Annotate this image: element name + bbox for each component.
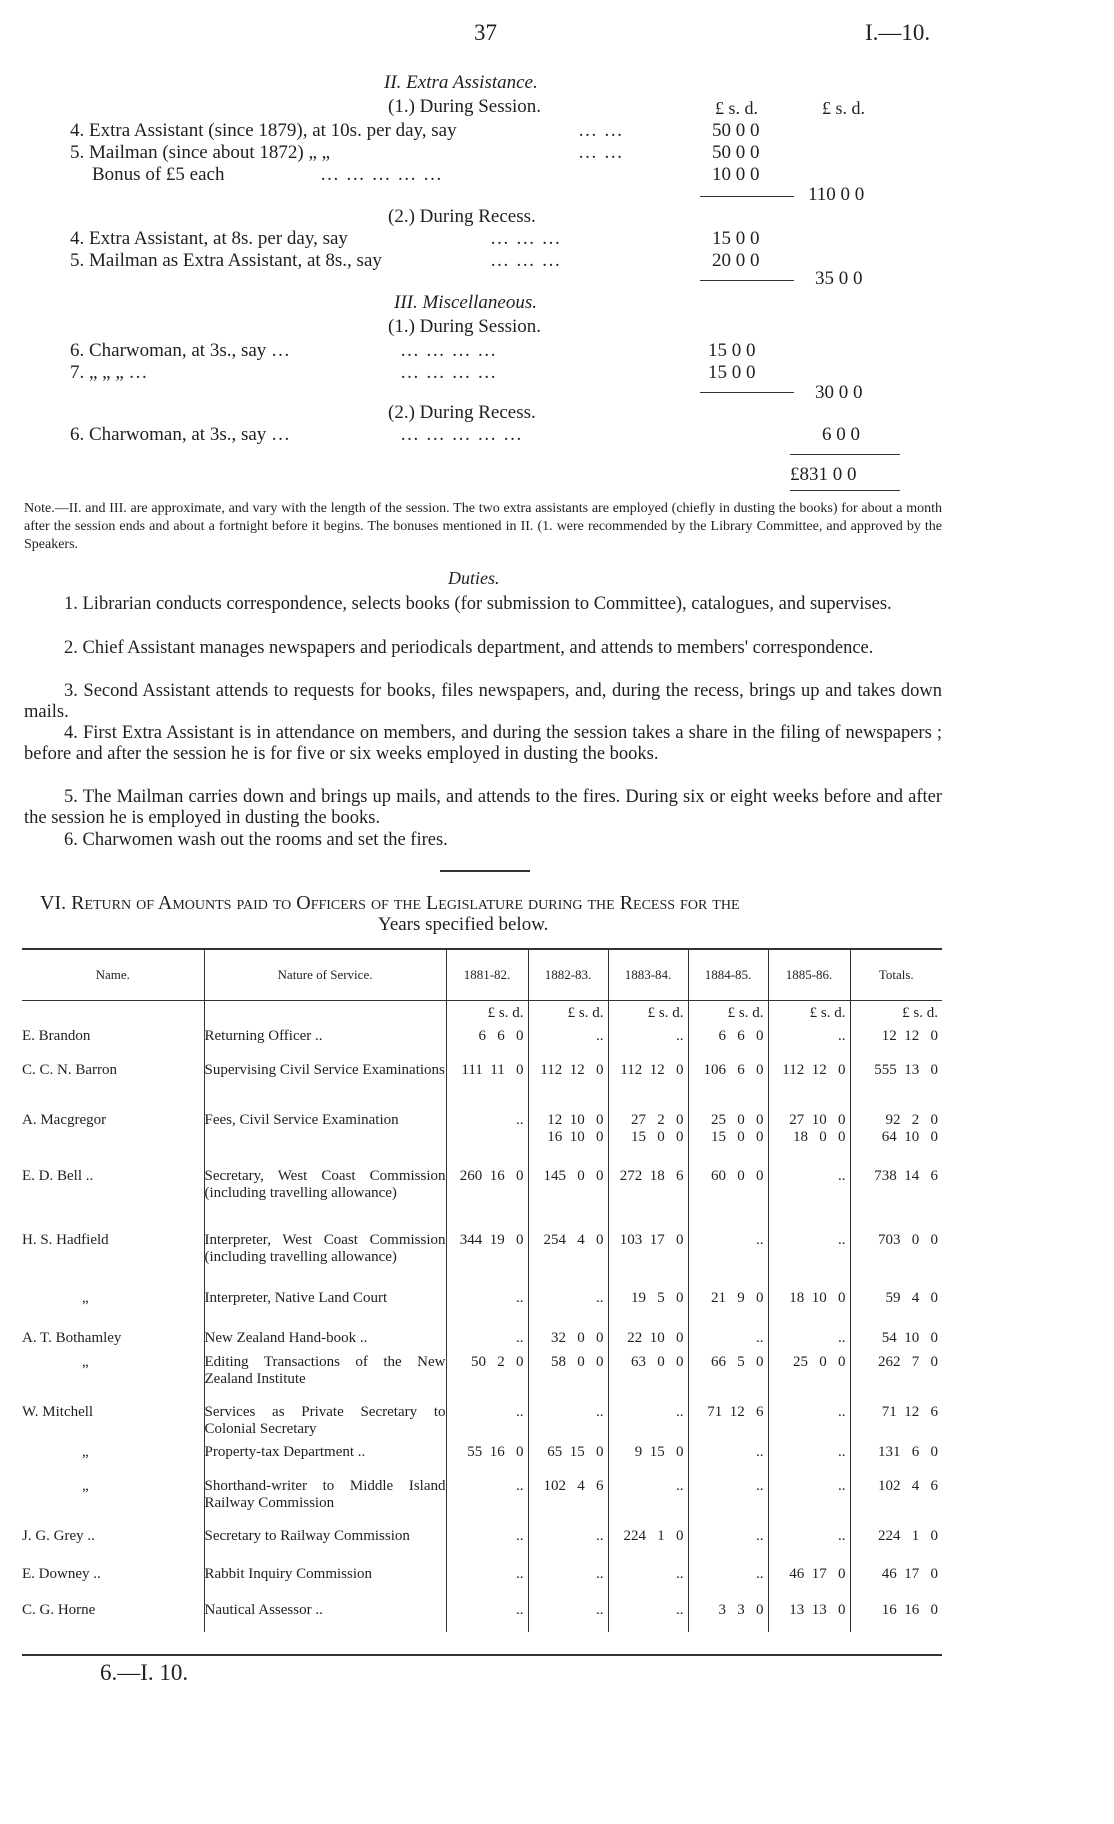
extra-row-label: Bonus of £5 each [92,164,225,185]
officer-name: A. T. Bothamley [22,1330,122,1346]
year-amount: .. [756,1444,764,1460]
year-amount: .. [756,1330,764,1346]
officer-name: H. S. Hadfield [22,1232,109,1248]
year-amount: 27 10 0 18 0 0 [789,1112,846,1145]
subtotal-rule [700,392,794,393]
table-row [22,1226,942,1284]
year-amount: .. [596,1028,604,1044]
extra-row-label: 5. Mailman as Extra Assistant, at 8s., say [70,250,382,271]
year-amount: .. [838,1168,846,1184]
table-row [22,1348,942,1398]
year-amount: 12 10 0 16 10 0 [547,1112,604,1145]
extra-row-amount: 20 0 0 [712,250,760,271]
total-amount: 54 10 0 [881,1330,938,1346]
table-row [22,1022,942,1056]
year-amount: 103 17 0 [619,1232,684,1248]
total-amount: 16 16 0 [881,1602,938,1618]
year-amount: 106 6 0 [703,1062,764,1078]
year-amount: 9 15 0 [634,1444,684,1460]
officer-name: J. G. Grey .. [22,1528,95,1544]
total-amount: 71 12 6 [881,1404,938,1420]
misc-row-label: 6. Charwoman, at 3s., say … [70,424,291,445]
duties-title: Duties. [448,568,500,588]
year-amount: 102 4 6 [543,1478,604,1494]
extra-row-label: 4. Extra Assistant, at 8s. per day, say [70,228,348,249]
year-amount: 63 0 0 [631,1354,684,1370]
extra-row-amount: 10 0 0 [712,164,760,185]
table-row [22,1162,942,1226]
extra-row-amount: 50 0 0 [712,142,760,163]
extra-recess-heading: (2.) During Recess. [388,206,536,227]
year-amount: 18 10 0 [789,1290,846,1306]
year-amount: .. [516,1112,524,1128]
officer-name: „ [82,1290,89,1306]
service-description: Returning Officer .. [204,1028,323,1044]
officer-name: E. Brandon [22,1028,91,1044]
table-header-row [22,949,942,1001]
duty-item: 2. Chief Assistant manages newspapers and periodicals department, and attends to members' correspondence. [64,638,874,658]
officer-name: „ [82,1354,89,1370]
column-header: 1882-83. [528,949,608,1001]
table-row [22,1596,942,1632]
year-amount: 50 2 0 [471,1354,524,1370]
duty-item: 4. First Extra Assistant is in attendance on members, and during the session takes a share in the filing of newspapers ; before and after the session he is for five or six weeks employed in dusting the books. [24,723,942,764]
total-amount: 131 6 0 [878,1444,938,1460]
extra-row-label: 4. Extra Assistant (since 1879), at 10s. per day, say [70,120,457,141]
year-amount: 260 16 0 [459,1168,524,1184]
year-amount: .. [838,1528,846,1544]
year-amount: 25 0 0 [793,1354,846,1370]
total-double-rule [790,490,900,491]
year-amount: .. [516,1478,524,1494]
service-description: Editing Transactions of the New Zealand Institute [204,1354,446,1387]
lsd-label: £ s. d. [567,1005,604,1021]
year-amount: .. [676,1028,684,1044]
year-amount: 32 0 0 [551,1330,604,1346]
footer-signature: 6.—I. 10. [100,1660,189,1685]
year-amount: .. [516,1566,524,1582]
total-amount: 738 14 6 [874,1168,938,1184]
column-header: 1883-84. [608,949,688,1001]
lsd-label: £ s. d. [727,1005,764,1021]
service-description: Secretary to Railway Commission [204,1528,410,1544]
service-description: Interpreter, Native Land Court [204,1290,388,1306]
service-description: Interpreter, West Coast Commission (including travelling allowance) [204,1232,446,1265]
extra-row-dots: … … [578,142,624,163]
total-amount: 59 4 0 [885,1290,938,1306]
year-amount: .. [596,1528,604,1544]
page-number: 37 [474,20,497,45]
table-row [22,1056,942,1106]
service-description: Fees, Civil Service Examination [204,1112,399,1128]
grand-total: £831 0 0 [790,464,857,485]
total-amount: 262 7 0 [878,1354,938,1370]
year-amount: 112 12 0 [782,1062,846,1078]
misc-row-amount: 6 0 0 [822,424,860,445]
year-amount: 46 17 0 [789,1566,846,1582]
year-amount: 112 12 0 [620,1062,684,1078]
total-amount: 102 4 6 [878,1478,938,1494]
extra-session-heading: (1.) During Session. [388,96,542,117]
service-description: Rabbit Inquiry Commission [204,1566,373,1582]
total-amount: 703 0 0 [878,1232,938,1248]
total-amount: 224 1 0 [878,1528,938,1544]
year-amount: .. [516,1528,524,1544]
column-header: 1884-85. [688,949,768,1001]
subtotal-rule [700,280,794,281]
officer-name: C. G. Horne [22,1602,96,1618]
year-amount: 60 0 0 [711,1168,764,1184]
table-row [22,1522,942,1560]
year-amount: 6 6 0 [718,1028,764,1044]
misc-session-total: 30 0 0 [815,382,863,403]
misc-row-dots: … … … … [400,362,498,383]
lsd-label-row [22,1001,942,1023]
officer-name: „ [82,1478,89,1494]
duty-item: 1. Librarian conducts correspondence, selects books (for submission to Committee), catalogues, and supervises. [64,594,892,614]
table-row [22,1324,942,1348]
table-body [22,1001,942,1633]
year-amount: 58 0 0 [551,1354,604,1370]
misc-row-dots: … … … … [400,340,498,361]
year-amount: 145 0 0 [543,1168,604,1184]
note-paragraph: Note.—II. and III. are approximate, and vary with the length of the session. The two extra assistants are employed (chiefly in dusting the books) for about a month after the session ends and about a fortnight before it begins. The bonuses mentioned in II. (1. were recommended by the Library Committee, and approved by the Speakers. [24,501,942,552]
year-amount: 65 15 0 [547,1444,604,1460]
year-amount: .. [516,1404,524,1420]
year-amount: .. [756,1528,764,1544]
year-amount: .. [838,1444,846,1460]
extra-row-dots: … … … [490,228,562,249]
duty-item: 6. Charwomen wash out the rooms and set the fires. [64,830,448,850]
year-amount: 344 19 0 [459,1232,524,1248]
subtotal-rule [700,196,794,197]
col-head-lsd-1: £ s. d. [715,98,759,118]
misc-row-amount: 15 0 0 [708,362,756,383]
return-table-subtitle: Years specified below. [378,914,549,935]
service-description: Property-tax Department .. [204,1444,366,1460]
extra-row-dots: … … … [490,250,562,271]
return-table-title: VI. Return of Amounts paid to Officers of the Legislature during the Recess for the [40,892,740,914]
extra-session-total: 110 0 0 [808,184,865,205]
year-amount: .. [756,1232,764,1248]
year-amount: 13 13 0 [789,1602,846,1618]
column-header: Name. [22,949,204,1001]
year-amount: 71 12 6 [707,1404,764,1420]
duty-item: 3. Second Assistant attends to requests for books, files newspapers, and, during the recess, brings up and takes down mails. [24,681,942,722]
col-head-lsd-2: £ s. d. [822,98,866,118]
year-amount: .. [516,1330,524,1346]
service-description: New Zealand Hand-book .. [204,1330,368,1346]
year-amount: 25 0 0 15 0 0 [711,1112,764,1145]
service-description: Shorthand-writer to Middle Island Railway Commission [204,1478,446,1511]
year-amount: .. [676,1404,684,1420]
year-amount: .. [756,1566,764,1582]
year-amount: .. [676,1478,684,1494]
misc-row-dots: … … … … … [400,424,523,445]
lsd-label: £ s. d. [902,1005,938,1021]
year-amount: .. [676,1602,684,1618]
table-row [22,1472,942,1522]
year-amount: .. [596,1404,604,1420]
year-amount: .. [516,1602,524,1618]
year-amount: 6 6 0 [478,1028,524,1044]
year-amount: .. [596,1602,604,1618]
year-amount: 22 10 0 [627,1330,684,1346]
officer-name: „ [82,1444,89,1460]
year-amount: .. [838,1330,846,1346]
table-row [22,1398,942,1438]
officer-name: A. Macgregor [22,1112,107,1128]
year-amount: 55 16 0 [467,1444,524,1460]
year-amount: .. [838,1404,846,1420]
extra-row-amount: 15 0 0 [712,228,760,249]
year-amount: 27 2 0 15 0 0 [631,1112,684,1145]
year-amount: .. [838,1478,846,1494]
misc-recess-heading: (2.) During Recess. [388,402,536,423]
year-amount: .. [838,1232,846,1248]
year-amount: .. [596,1566,604,1582]
officer-name: W. Mitchell [22,1404,94,1420]
service-description: Nautical Assessor .. [204,1602,323,1618]
year-amount: .. [516,1290,524,1306]
year-amount: .. [676,1566,684,1582]
year-amount: .. [838,1028,846,1044]
total-rule [790,454,900,455]
extra-row-label: 5. Mailman (since about 1872) „ „ [70,142,331,163]
total-amount: 92 2 0 64 10 0 [881,1112,938,1145]
year-amount: 112 12 0 [540,1062,604,1078]
year-amount: 224 1 0 [623,1528,684,1544]
column-header: 1885-86. [768,949,850,1001]
table-row [22,1106,942,1162]
year-amount: 19 5 0 [631,1290,684,1306]
table-bottom-rule [22,1654,942,1656]
service-description: Supervising Civil Service Examinations [204,1062,445,1078]
total-amount: 555 13 0 [874,1062,938,1078]
year-amount: 254 4 0 [543,1232,604,1248]
return-table [22,948,942,1632]
table-row [22,1438,942,1472]
year-amount: 21 9 0 [711,1290,764,1306]
misc-row-label: 7. „ „ „ … [70,362,148,383]
year-amount: 272 18 6 [619,1168,684,1184]
extra-row-dots: … … … … … [320,164,443,185]
section-title-miscellaneous: III. Miscellaneous. [394,292,537,313]
lsd-label: £ s. d. [647,1005,684,1021]
year-amount: 111 11 0 [461,1062,524,1078]
section-divider [440,870,530,872]
total-amount: 12 12 0 [881,1028,938,1044]
service-description: Services as Private Secretary to Colonial Secretary [204,1404,446,1437]
duty-item: 5. The Mailman carries down and brings up mails, and attends to the fires. During six or eight weeks before and after the session he is employed in dusting the books. [24,787,942,828]
officer-name: E. D. Bell .. [22,1168,94,1184]
table-row [22,1560,942,1596]
column-header: Totals. [850,949,942,1001]
misc-row-label: 6. Charwoman, at 3s., say … [70,340,291,361]
year-amount: 3 3 0 [718,1602,764,1618]
document-reference: I.—10. [865,20,931,45]
total-amount: 46 17 0 [881,1566,938,1582]
extra-recess-total: 35 0 0 [815,268,863,289]
extra-row-amount: 50 0 0 [712,120,760,141]
lsd-label: £ s. d. [487,1005,524,1021]
column-header: Nature of Service. [204,949,446,1001]
officer-name: E. Downey .. [22,1566,101,1582]
extra-row-dots: … … [578,120,624,141]
section-title-extra-assistance: II. Extra Assistance. [384,72,538,93]
table-row [22,1284,942,1324]
misc-session-heading: (1.) During Session. [388,316,542,337]
year-amount: 66 5 0 [711,1354,764,1370]
misc-row-amount: 15 0 0 [708,340,756,361]
year-amount: .. [596,1290,604,1306]
year-amount: .. [756,1478,764,1494]
service-description: Secretary, West Coast Commission (including travelling allowance) [204,1168,446,1201]
officer-name: C. C. N. Barron [22,1062,117,1078]
lsd-label: £ s. d. [809,1005,846,1021]
column-header: 1881-82. [446,949,528,1001]
